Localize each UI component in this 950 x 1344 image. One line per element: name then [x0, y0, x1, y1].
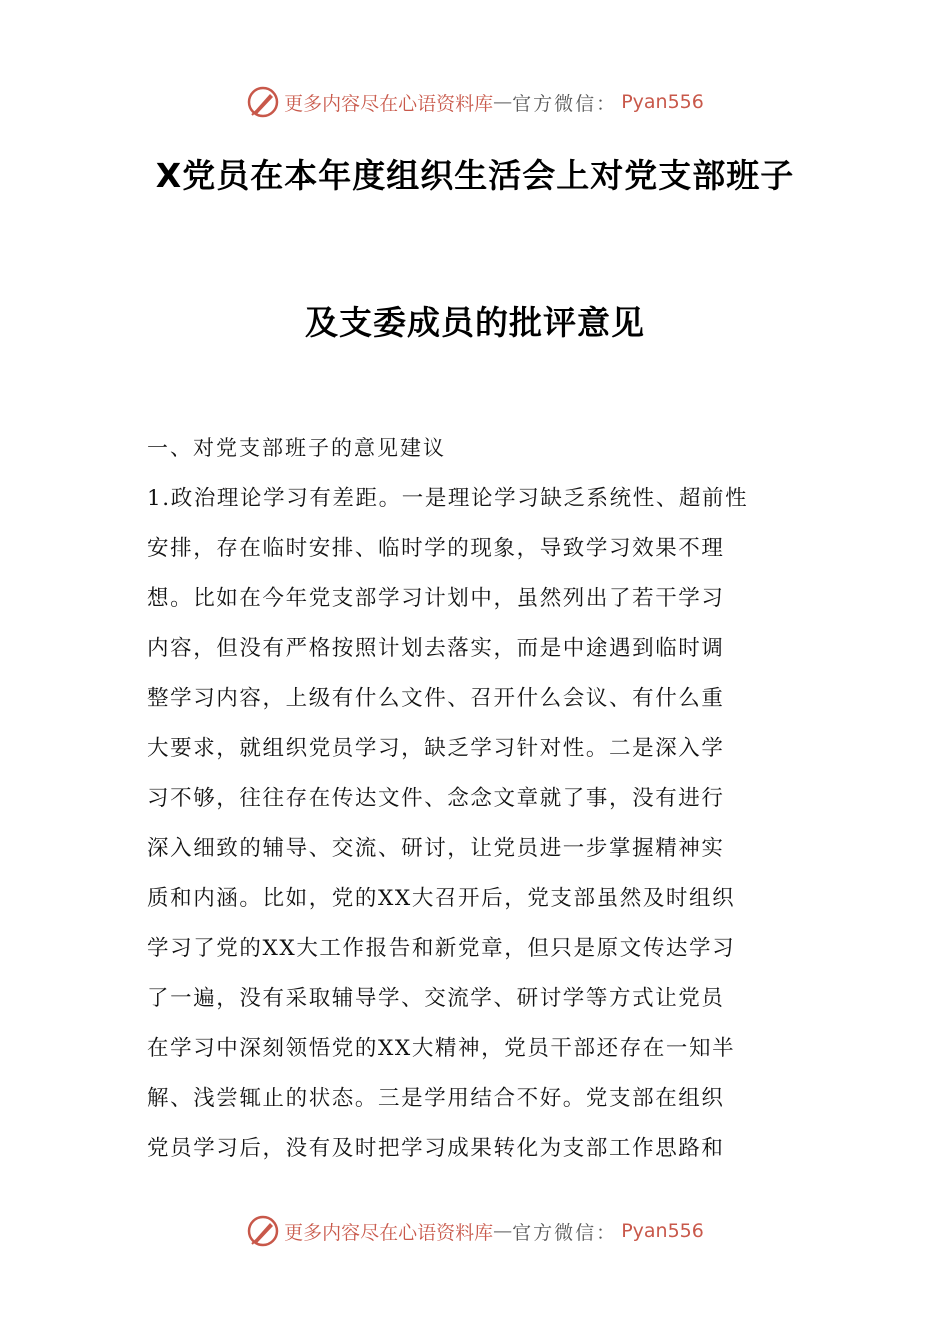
paragraph-line: 了一遍，没有采取辅导学、交流学、研讨学等方式让党员 [147, 986, 725, 1011]
banner-wechat-id: Pyan556 [621, 91, 704, 113]
paragraph-line: 安排，存在临时安排、临时学的现象，导致学习效果不理 [147, 536, 725, 561]
header-watermark-banner [0, 82, 950, 122]
paragraph-line: 内容，但没有严格按照计划去落实，而是中途遇到临时调 [147, 636, 725, 661]
paragraph-line: 解、浅尝辄止的状态。三是学用结合不好。党支部在组织 [147, 1086, 725, 1111]
paragraph-line: 大要求，就组织党员学习，缺乏学习针对性。二是深入学 [147, 736, 725, 761]
paragraph-line: 想。比如在今年党支部学习计划中，虽然列出了若干学习 [147, 586, 725, 611]
body-paragraph [147, 474, 803, 1174]
banner-official-label: 官方微信： [512, 1221, 618, 1244]
section-heading: 一、对党支部班子的意见建议 [147, 436, 446, 460]
paragraph-line: 深入细致的辅导、交流、研讨，让党员进一步掌握精神实 [147, 836, 725, 861]
paragraph-line: 质和内涵。比如，党的XX大召开后，党支部虽然及时组织 [147, 886, 736, 911]
banner-separator: — [493, 1220, 513, 1242]
footer-watermark-banner [0, 1211, 950, 1251]
banner-brand-text: 更多内容尽在心语资料库 [284, 92, 494, 115]
paragraph-line: 学习了党的XX大工作报告和新党章，但只是原文传达学习 [147, 936, 736, 961]
quill-logo-icon [246, 1214, 280, 1248]
banner-brand-text: 更多内容尽在心语资料库 [284, 1221, 494, 1244]
paragraph-line: 1.政治理论学习有差距。一是理论学习缺乏系统性、超前性 [147, 486, 749, 511]
banner-official-label: 官方微信： [512, 92, 618, 115]
banner-separator: — [493, 91, 513, 113]
document-title-line-2: 及支委成员的批评意见 [305, 303, 645, 342]
paragraph-line: 整学习内容，上级有什么文件、召开什么会议、有什么重 [147, 686, 725, 711]
paragraph-line: 在学习中深刻领悟党的XX大精神，党员干部还存在一知半 [147, 1036, 736, 1061]
quill-logo-icon [246, 85, 280, 119]
document-title-line-1: X党员在本年度组织生活会上对党支部班子 [155, 156, 795, 195]
paragraph-line: 党员学习后，没有及时把学习成果转化为支部工作思路和 [147, 1136, 725, 1161]
banner-wechat-id: Pyan556 [621, 1220, 704, 1242]
paragraph-line: 习不够，往往存在传达文件、念念文章就了事，没有进行 [147, 786, 725, 811]
